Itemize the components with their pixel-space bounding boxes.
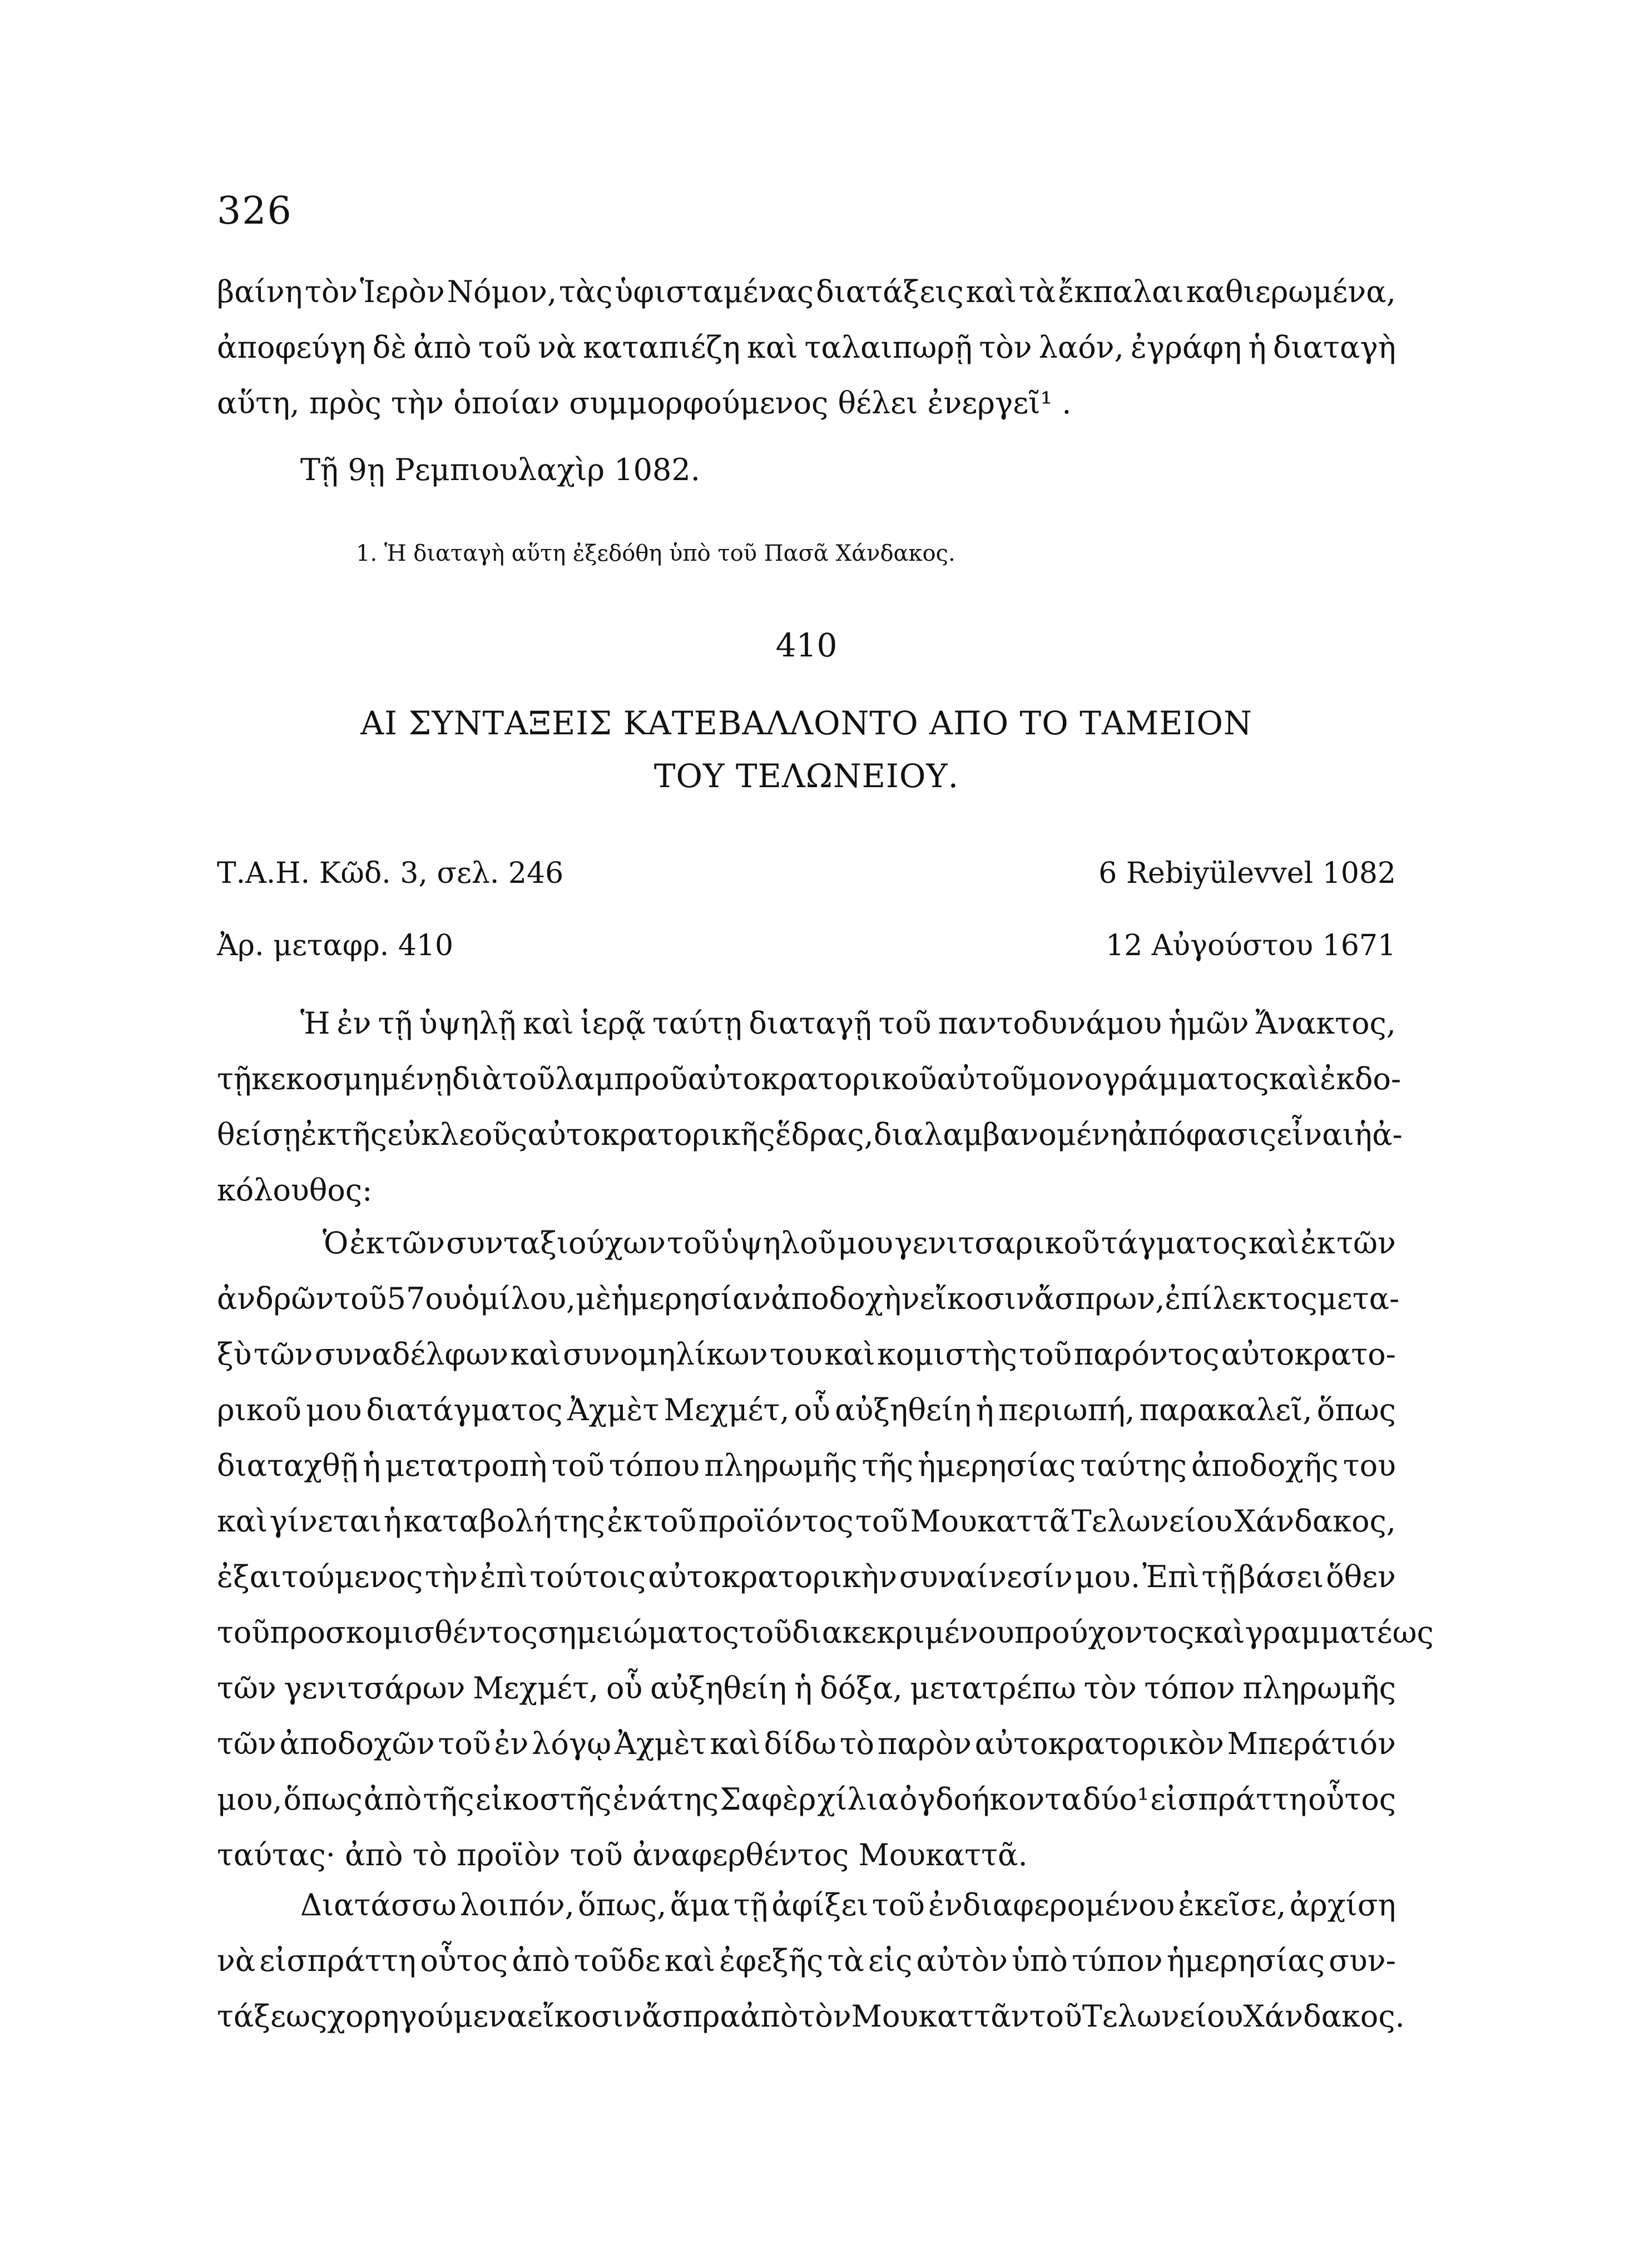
text-line: ρικοῦ μου διατάγματος Ἀχμὲτ Μεχμέτ, οὗ αὐξηθείη ἡ περιωπή, παρακαλεῖ, ὅπως (217, 1392, 1396, 1427)
document-title (217, 695, 1396, 804)
text-line: ἐξαιτούμενος τὴν ἐπὶ τούτοις αὐτοκρατορικὴν συναίνεσίν μου. Ἐπὶ τῇ βάσει ὅθεν (217, 1559, 1396, 1594)
date-block (217, 442, 1396, 498)
text-line: αὕτη, πρὸς τὴν ὁποίαν συμμορφούμενος θέλει ἐνεργεῖ¹ . (217, 386, 1072, 421)
footnote: 1. Ἡ διαταγὴ αὕτη ἐξεδόθη ὑπὸ τοῦ Πασᾶ Χάνδακος. (356, 541, 955, 566)
text-line: Διατάσσω λοιπόν, ὅπως, ἅμα τῇ ἀφίξει τοῦ ἐνδιαφερομένου ἐκεῖσε, ἀρχίση (300, 1887, 1396, 1923)
paragraph-3 (217, 1877, 1405, 2044)
translation-number: Ἀρ. μεταφρ. 410 (217, 929, 454, 962)
text-line: Ὁ ἐκ τῶν συνταξιούχων τοῦ ὑψηλοῦ μου γενιτσαρικοῦ τάγματος καὶ ἐκ τῶν (323, 1226, 1396, 1261)
hijri-date: 6 Rebiyülevvel 1082 (1098, 857, 1396, 890)
text-line: τῶν ἀποδοχῶν τοῦ ἐν λόγῳ Ἀχμὲτ καὶ δίδω τὸ παρὸν αὐτοκρατορικὸν Μπεράτιόν (217, 1726, 1396, 1761)
text-line: τοῦ προσκομισθέντος σημειώματος τοῦ διακεκριμένου προύχοντος καὶ γραμματέως (217, 1615, 1434, 1650)
text-line: τῇ κεκοσμημένῃ διὰ τοῦ λαμπροῦ αὐτοκρατορικοῦ αὐτοῦ μονογράμματος καὶ ἐκδο- (217, 1061, 1402, 1096)
reference-row (217, 846, 1396, 901)
text-line: ἀποφεύγη δὲ ἀπὸ τοῦ νὰ καταπιέζη καὶ ταλαιπωρῇ τὸν λαόν, ἐγράφη ἡ διαταγὴ (217, 330, 1396, 365)
paragraph-1 (217, 996, 1403, 1218)
title-line-2: ΤΟΥ ΤΕΛΩΝΕΙΟΥ. (653, 757, 959, 795)
text-line: μου, ὅπως ἀπὸ τῆς εἰκοστῆς ἐνάτης Σαφὲρ χίλια ὀγδοήκοντα δύο¹ εἰσπράττη οὗτος (217, 1782, 1396, 1817)
text-line: Ἡ ἐν τῇ ὑψηλῇ καὶ ἱερᾷ ταύτῃ διαταγῇ τοῦ παντοδυνάμου ἡμῶν Ἄνακτος, (300, 1006, 1396, 1041)
document-number: 410 (775, 626, 838, 664)
text-line: θείσῃ ἐκ τῆς εὐκλεοῦς αὐτοκρατορικῆς ἕδρας, διαλαμβανομένη ἀπόφασις εἶναι ἡ ἀ- (217, 1117, 1403, 1152)
text-line: ταύτας· ἀπὸ τὸ προϊὸν τοῦ ἀναφερθέντος Μουκαττᾶ. (217, 1837, 1028, 1872)
document-header (217, 617, 1396, 673)
text-line: τάξεως χορηγούμενα εἴκοσιν ἄσπρα ἀπὸ τὸν Μουκαττᾶν τοῦ Τελωνείου Χάνδακος. (217, 1999, 1405, 2034)
paragraph-2 (217, 1215, 1434, 1883)
text-line: ἀνδρῶν τοῦ 57ου ὁμίλου, μὲ ἡμερησίαν ἀποδοχὴν εἴκοσιν ἄσπρων, ἐπίλεκτος μετα- (217, 1281, 1400, 1316)
text-line: κόλουθος: (217, 1173, 373, 1208)
reference-block (217, 846, 1396, 974)
footnote-block (217, 534, 1396, 573)
text-line: νὰ εἰσπράττη οὗτος ἀπὸ τοῦδε καὶ ἐφεξῆς τὰ εἰς αὐτὸν ὑπὸ τύπον ἡμερησίας συν- (217, 1943, 1396, 1978)
date-line: Τῇ 9ῃ Ρεμπιουλαχὶρ 1082. (300, 452, 700, 487)
page-number: 326 (217, 189, 293, 233)
text-line: ξὺ τῶν συναδέλφων καὶ συνομηλίκων του καὶ κομιστὴς τοῦ παρόντος αὐτοκρατο- (217, 1337, 1396, 1372)
title-line-1: ΑΙ ΣΥΝΤΑΞΕΙΣ ΚΑΤΕΒΑΛΛΟΝΤΟ ΑΠΟ ΤΟ ΤΑΜΕΙΟΝ (360, 704, 1252, 742)
text-line: καὶ γίνεται ἡ καταβολή της ἐκ τοῦ προϊόντος τοῦ Μουκαττᾶ Τελωνείου Χάνδακος, (217, 1504, 1396, 1539)
archive-reference: Τ.Α.Η. Κῶδ. 3, σελ. 246 (217, 857, 564, 890)
gregorian-date: 12 Αὐγούστου 1671 (1106, 929, 1396, 962)
translation-row (217, 918, 1396, 974)
text-line: τῶν γενιτσάρων Μεχμέτ, οὗ αὐξηθείη ἡ δόξα, μετατρέπω τὸν τόπον πληρωμῆς (217, 1671, 1396, 1706)
intro-text (217, 264, 1396, 431)
text-line: βαίνη τὸν Ἱερὸν Νόμον, τὰς ὑφισταμένας διατάξεις καὶ τὰ ἔκπαλαι καθιερωμένα, (217, 274, 1396, 309)
text-line: διαταχθῇ ἡ μετατροπὴ τοῦ τόπου πληρωμῆς τῆς ἡμερησίας ταύτης ἀποδοχῆς του (217, 1448, 1396, 1483)
